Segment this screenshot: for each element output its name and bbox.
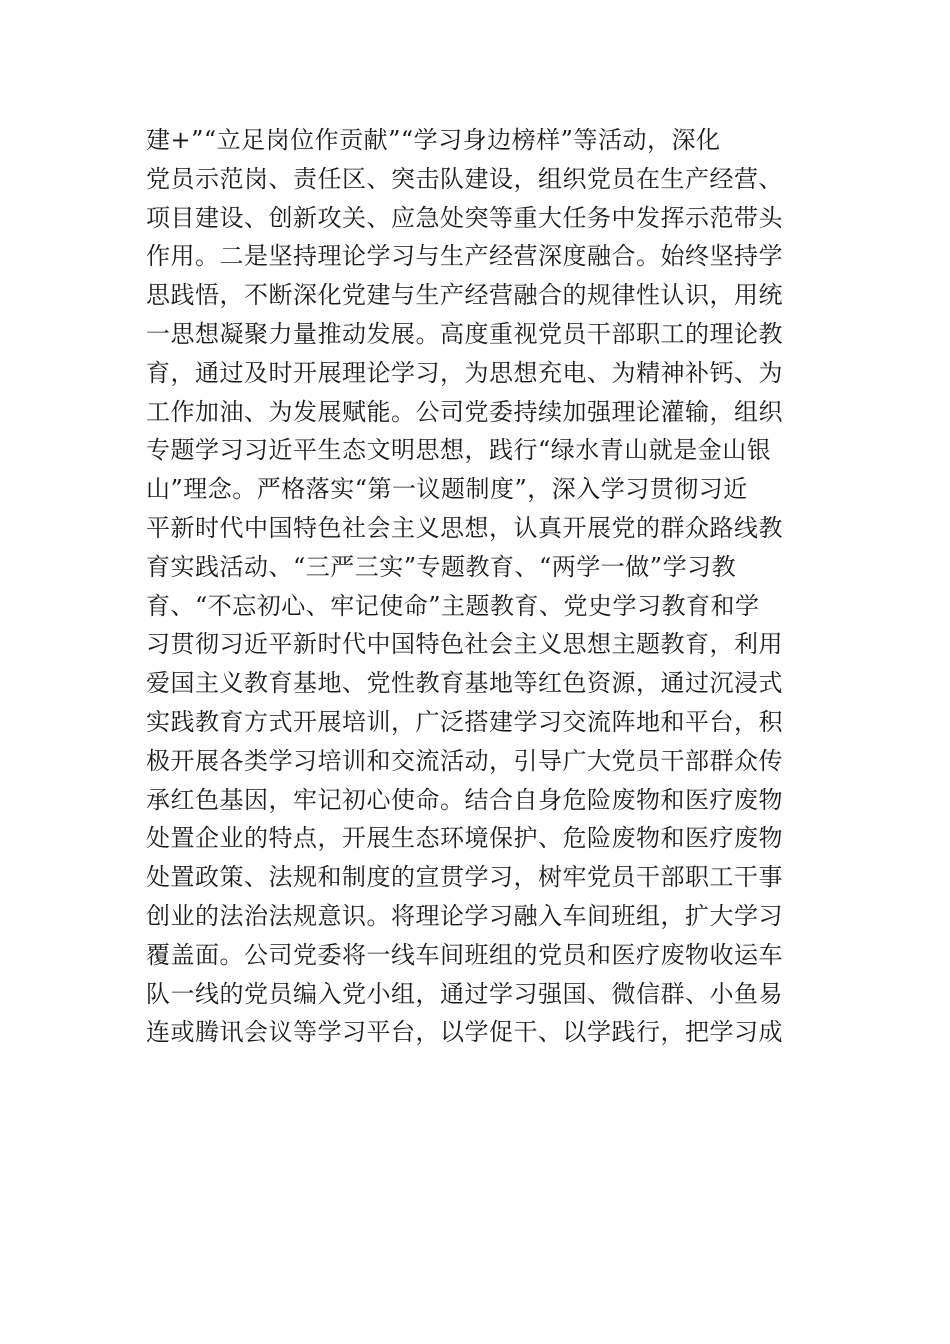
text-line: 习贯彻习近平新时代中国特色社会主义思想主题教育，利用 — [146, 630, 783, 659]
text-line: 育，通过及时开展理论学习，为思想充电、为精神补钙、为 — [146, 358, 783, 387]
text-line: 创业的法治法规意识。将理论学习融入车间班组，扩大学习 — [146, 901, 783, 930]
text-line: 覆盖面。公司党委将一线车间班组的党员和医疗废物收运车 — [146, 940, 783, 969]
body-paragraph — [146, 121, 826, 1052]
text-line: 专题学习习近平生态文明思想，践行“绿水青山就是金山银 — [146, 436, 772, 465]
text-line: 处置企业的特点，开展生态环境保护、危险废物和医疗废物 — [146, 824, 783, 853]
text-line: 连或腾讯会议等学习平台，以学促干、以学践行，把学习成 — [146, 1018, 783, 1047]
text-line: 承红色基因，牢记初心使命。结合自身危险废物和医疗废物 — [146, 785, 783, 814]
text-line: 思践悟，不断深化党建与生产经营融合的规律性认识，用统 — [146, 281, 783, 310]
text-line: 平新时代中国特色社会主义思想，认真开展党的群众路线教 — [146, 513, 783, 542]
text-line: 极开展各类学习培训和交流活动，引导广大党员干部群众传 — [146, 746, 783, 775]
text-line: 处置政策、法规和制度的宣贯学习，树牢党员干部职工干事 — [146, 863, 783, 892]
text-line: 党员示范岗、责任区、突击队建设，组织党员在生产经营、 — [146, 164, 783, 193]
text-line: 工作加油、为发展赋能。公司党委持续加强理论灌输，组织 — [146, 397, 783, 426]
text-line: 一思想凝聚力量推动发展。高度重视党员干部职工的理论教 — [146, 319, 783, 348]
text-line: 爱国主义教育基地、党性教育基地等红色资源，通过沉浸式 — [146, 669, 783, 698]
text-line: 建+”“立足岗位作贡献”“学习身边榜样”等活动，深化 — [146, 126, 721, 154]
text-line: 作用。二是坚持理论学习与生产经营深度融合。始终坚持学 — [146, 242, 783, 271]
text-line: 实践教育方式开展培训，广泛搭建学习交流阵地和平台，积 — [146, 707, 783, 736]
text-line: 育、“不忘初心、牢记使命”主题教育、党史学习教育和学 — [146, 591, 760, 620]
text-line: 山”理念。严格落实“第一议题制度”，深入学习贯彻习近 — [146, 475, 748, 504]
text-line: 队一线的党员编入党小组，通过学习强国、微信群、小鱼易 — [146, 979, 783, 1008]
text-line: 项目建设、创新攻关、应急处突等重大任务中发挥示范带头 — [146, 203, 783, 232]
text-line: 育实践活动、“三严三实”专题教育、“两学一做”学习教 — [146, 552, 737, 581]
